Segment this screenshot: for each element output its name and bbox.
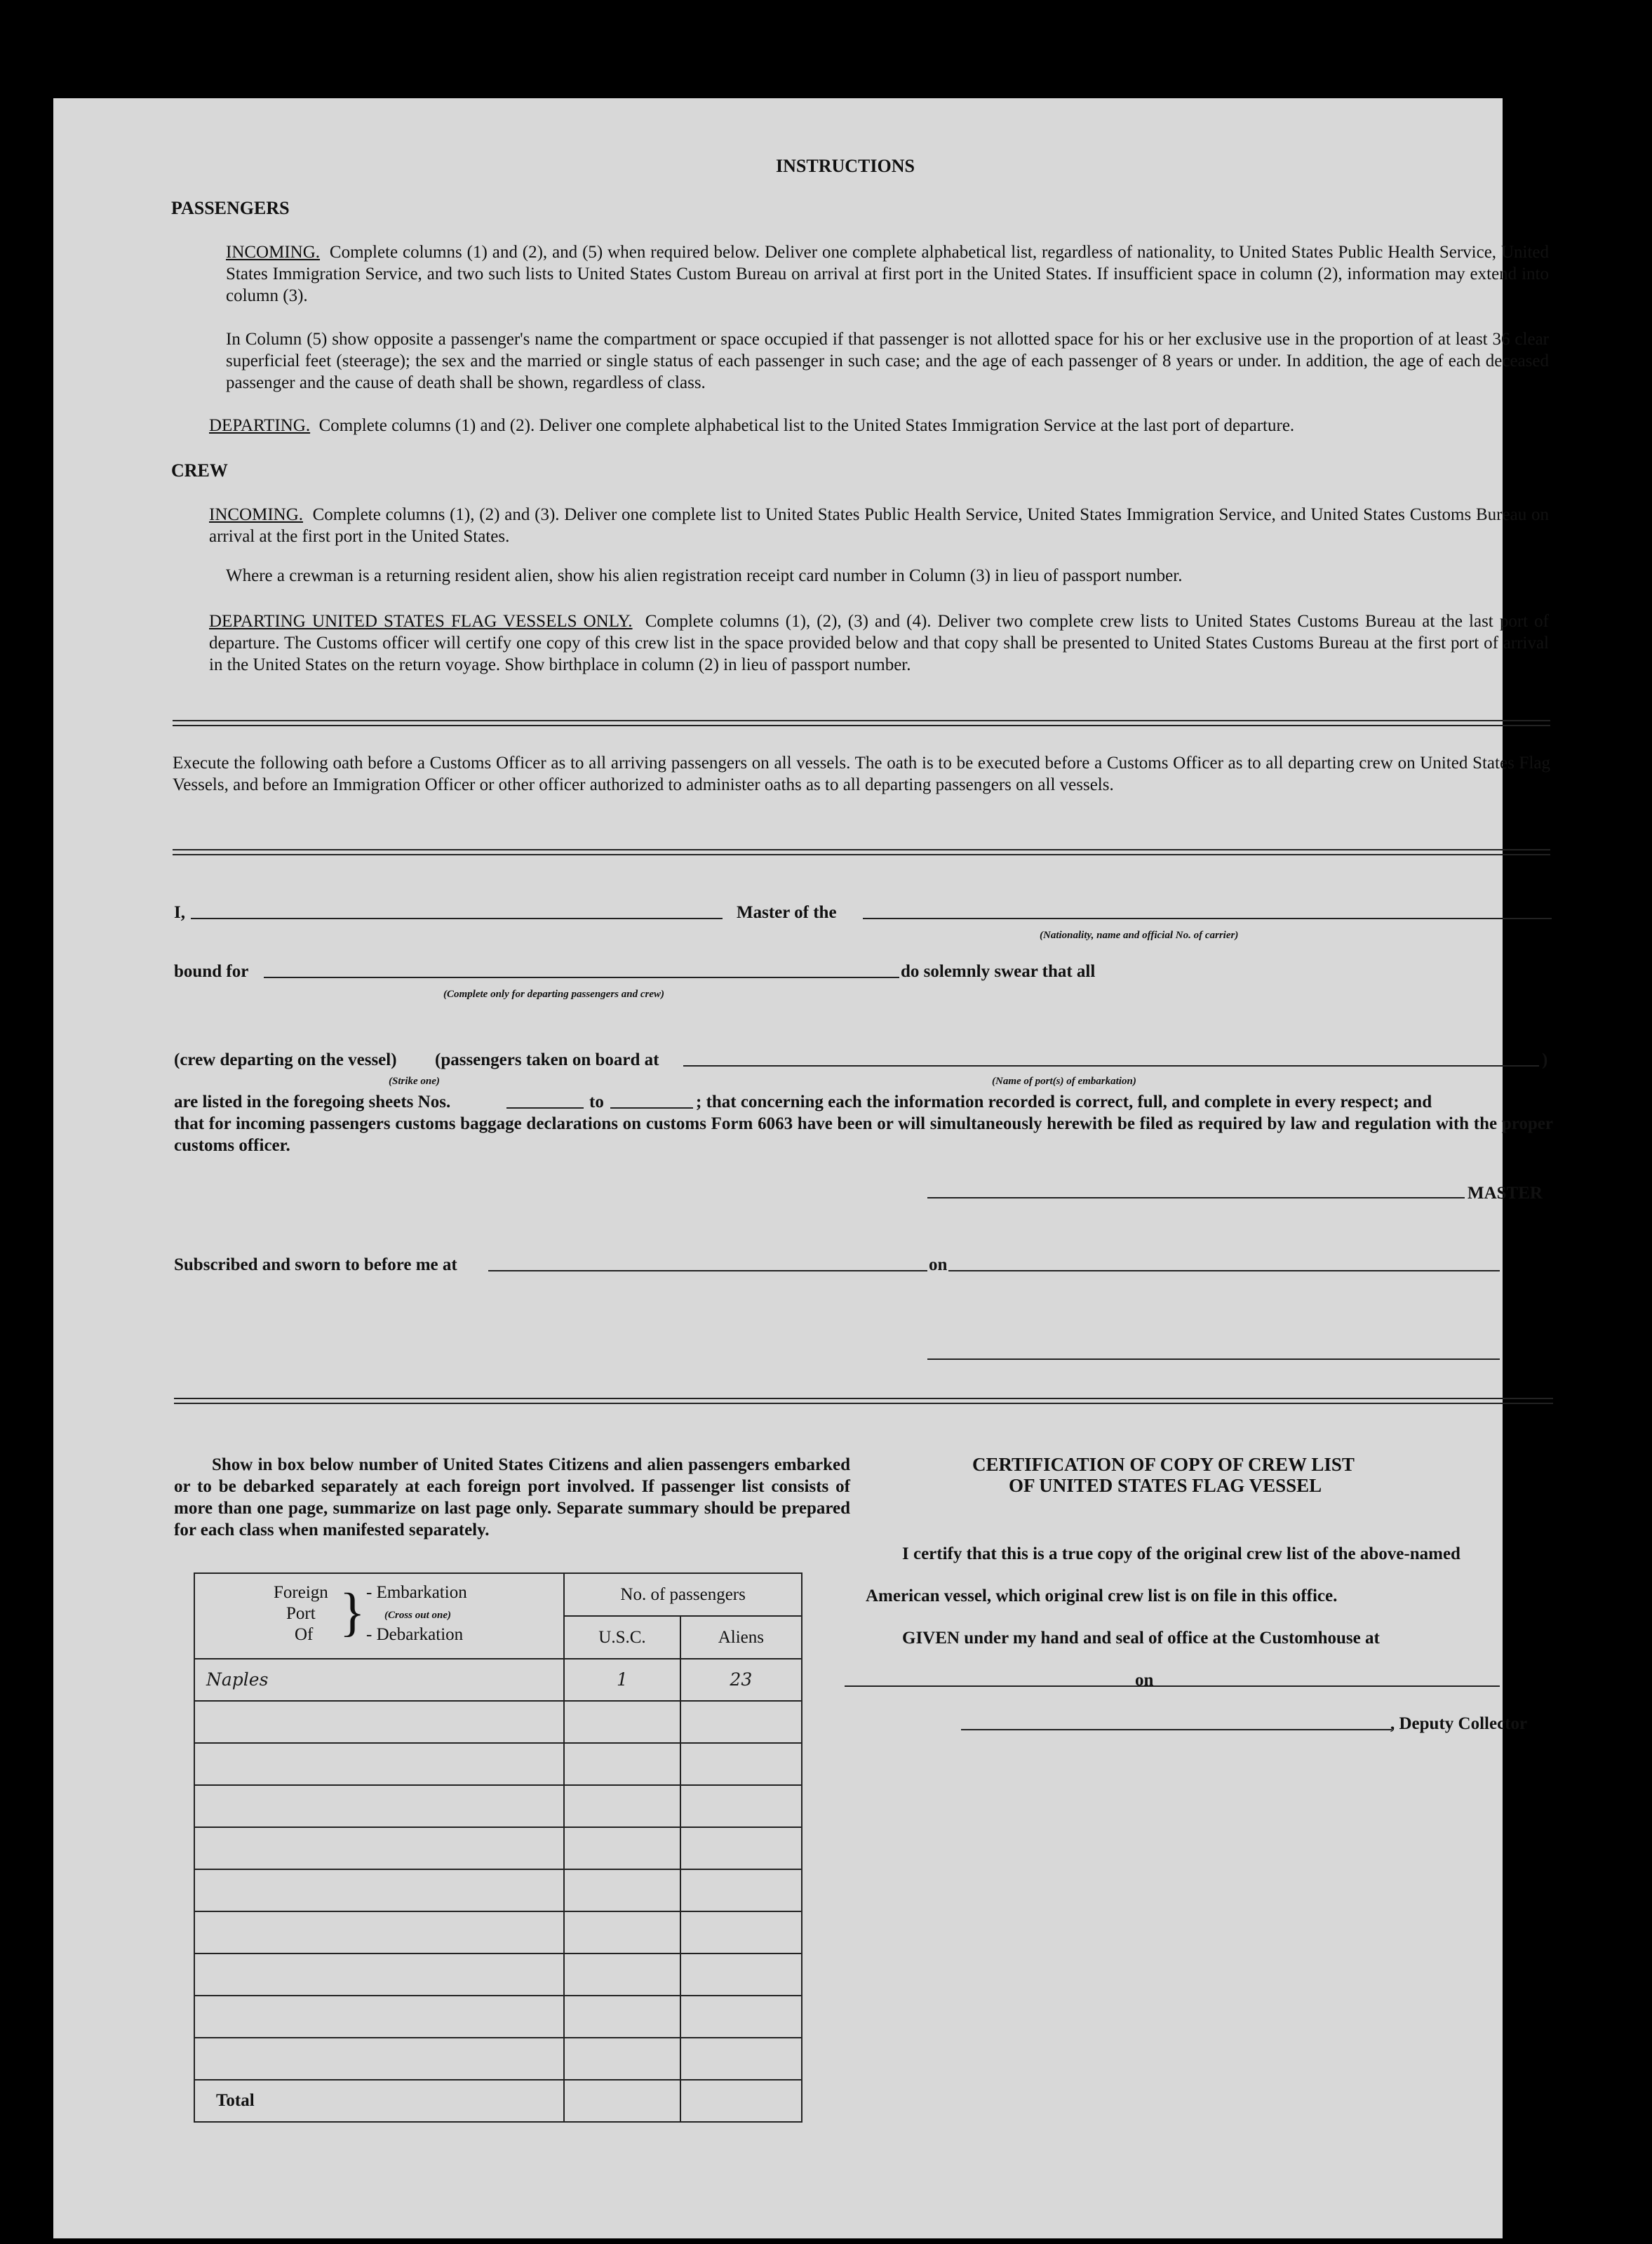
crew-departing-text: Complete columns (1), (2), (3) and (4). Deliver two complete crew lists to United States Customs Bureau at the last port of departure. The Customs officer will certify one copy of this crew list in the space provided below and that copy shall be presented to United States Customs Bureau at the first port of arrival in the United States on the return voyage. Show birthplace in column (2) in lieu of passport number. xyxy=(209,612,1549,674)
passengers-header-cell xyxy=(564,1573,802,1616)
crew-departing-label: DEPARTING UNITED STATES FLAG VESSELS ONLY. xyxy=(209,612,633,631)
certify-line-1: I certify that this is a true copy of the original crew list of the above-named xyxy=(902,1544,1460,1563)
aliens-total-cell[interactable] xyxy=(680,2080,802,2122)
certification-date-field[interactable] xyxy=(1153,1685,1500,1687)
deputy-collector-label: , Deputy Collector xyxy=(1390,1714,1528,1733)
certification-heading-2: OF UNITED STATES FLAG VESSEL xyxy=(1009,1475,1322,1496)
carrier-field[interactable] xyxy=(863,918,1552,919)
certification-heading-1: CERTIFICATION OF COPY OF CREW LIST xyxy=(972,1454,1355,1475)
lower-divider xyxy=(174,1398,1553,1404)
usc-header-cell xyxy=(564,1616,680,1659)
passengers-incoming-label: INCOMING. xyxy=(226,243,321,262)
total-label-cell xyxy=(194,2080,564,2122)
aliens-handwritten: 23 xyxy=(730,1669,753,1690)
passengers-incoming-text: Complete columns (1) and (2), and (5) when required below. Deliver one complete alphabetical list, regardless of nationality, to United States Public Health Service, United States Immigration Service, and two such lists to United States Custom Bureau on arrival at first port in the United States. If insufficient space in column (2), information may extend into column (3). xyxy=(226,243,1550,305)
table-row xyxy=(194,1743,802,1785)
master-label: MASTER xyxy=(1468,1184,1543,1203)
column5-paragraph: In Column (5) show opposite a passenger's name the compartment or space occupied if that passenger is not allotted space for his or her exclusive use in the proportion of at least 36 clear superficial feet (steerage); the sex and the married or single status of each passenger in such case; and the age of each passenger of 8 years or under. In addition, the age of each deceased passenger and the cause of death shall be shown, regardless of class. xyxy=(226,330,1549,392)
table-row xyxy=(194,1996,802,2038)
table-row xyxy=(194,1869,802,1911)
deputy-signature-field[interactable] xyxy=(961,1729,1392,1730)
port-cell[interactable] xyxy=(194,1785,564,1827)
brace-glyph: } xyxy=(340,1583,365,1642)
port-cell[interactable] xyxy=(194,1869,564,1911)
table-row xyxy=(194,1827,802,1869)
passengers-departing-text: Complete columns (1) and (2). Deliver one complete alphabetical list to the United States Immigration Service at the last port of departure. xyxy=(318,416,1295,435)
sheet-from-field[interactable] xyxy=(506,1107,584,1109)
port-cell[interactable] xyxy=(194,1954,564,1996)
port-cell[interactable] xyxy=(194,1827,564,1869)
usc-cell[interactable] xyxy=(564,1954,680,1996)
usc-handwritten: 1 xyxy=(617,1669,628,1690)
certify-line-2: American vessel, which original crew list is on file in this office. xyxy=(866,1587,1338,1605)
usc-cell[interactable] xyxy=(564,1911,680,1954)
officer-signature-field[interactable] xyxy=(927,1358,1500,1360)
crew-incoming-label: INCOMING. xyxy=(209,505,304,524)
crew-departing-option: (crew departing on the vessel) xyxy=(174,1050,397,1069)
oath-divider xyxy=(173,849,1550,855)
bound-for-field[interactable] xyxy=(264,977,899,978)
table-row xyxy=(194,1659,802,1701)
table-row xyxy=(194,1701,802,1743)
aliens-cell[interactable] xyxy=(680,2038,802,2080)
aliens-cell[interactable] xyxy=(680,1911,802,1954)
listed-rest: that for incoming passengers customs baggage declarations on customs Form 6063 have been or will simultaneously herewith be filed as required by law and regulation with the proper customs officer. xyxy=(174,1114,1553,1155)
ports-note: (Name of port(s) of embarkation) xyxy=(992,1076,1136,1087)
aliens-header-cell xyxy=(680,1616,802,1659)
strike-note: (Strike one) xyxy=(389,1076,440,1087)
total-label: Total xyxy=(216,2091,255,2110)
passengers-heading: PASSENGERS xyxy=(171,198,290,218)
usc-cell[interactable] xyxy=(564,1659,680,1701)
crew-heading: CREW xyxy=(171,460,228,481)
table-row xyxy=(194,1785,802,1827)
oath-intro: Execute the following oath before a Customs Officer as to all arriving passengers on all vessels. The oath is to be executed before a Customs Officer as to all departing crew on United States Flag Vessels, and before an Immigration Officer or other officer authorized to administer oaths as to all departing passengers on all vessels. xyxy=(173,754,1550,794)
port-cell[interactable] xyxy=(194,2038,564,2080)
total-row xyxy=(194,2080,802,2122)
passengers-departing-label: DEPARTING. xyxy=(209,416,311,435)
table-row xyxy=(194,2038,802,2080)
aliens-cell[interactable] xyxy=(680,1701,802,1743)
aliens-cell[interactable] xyxy=(680,1954,802,1996)
master-of-label: Master of the xyxy=(737,903,837,922)
aliens-cell[interactable] xyxy=(680,1743,802,1785)
embarkation-ports-field[interactable] xyxy=(683,1065,1539,1067)
listed-to: to xyxy=(589,1093,604,1111)
usc-cell[interactable] xyxy=(564,1827,680,1869)
aliens-cell[interactable] xyxy=(680,1785,802,1827)
crew-incoming-text: Complete columns (1), (2) and (3). Deliver one complete list to United States Public Health Service, United States Immigration Service, and United States Customs Bureau on arrival at the first port in the United States. xyxy=(209,505,1549,546)
summary-intro: Show in box below number of United States Citizens and alien passengers embarked or to be debarked separately at each foreign port involved. If passenger list consists of more than one page, summarize on last page only. Separate summary should be prepared for each class when manifested separately. xyxy=(174,1455,850,1540)
listed-a: are listed in the foregoing sheets Nos. xyxy=(174,1093,451,1111)
foreign-label: Foreign xyxy=(274,1583,328,1602)
master-signature-field[interactable] xyxy=(927,1197,1465,1198)
aliens-header-label: Aliens xyxy=(718,1627,764,1647)
given-text: GIVEN under my hand and seal of office at the Customhouse at xyxy=(902,1629,1380,1648)
passengers-incoming-paragraph xyxy=(226,241,1549,307)
passengers-header-label: No. of passengers xyxy=(620,1584,746,1604)
embarkation-label: - Embarkation xyxy=(366,1583,467,1602)
form-sheet xyxy=(53,98,1553,2238)
bound-for-label: bound for xyxy=(174,962,249,981)
close-paren: ) xyxy=(1542,1050,1548,1069)
usc-cell[interactable] xyxy=(564,2038,680,2080)
master-name-field[interactable] xyxy=(191,918,723,919)
page-title: INSTRUCTIONS xyxy=(776,156,915,176)
port-cell[interactable] xyxy=(194,1911,564,1954)
passengers-taken-option: (passengers taken on board at xyxy=(435,1050,659,1069)
usc-cell[interactable] xyxy=(564,1701,680,1743)
sworn-place-field[interactable] xyxy=(488,1270,927,1271)
listed-b: ; that concerning each the information recorded is correct, full, and complete in every respect; and xyxy=(696,1093,1432,1111)
usc-cell[interactable] xyxy=(564,1743,680,1785)
port-cell[interactable] xyxy=(194,1701,564,1743)
subscribed-label: Subscribed and sworn to before me at xyxy=(174,1255,457,1274)
usc-cell[interactable] xyxy=(564,1869,680,1911)
passenger-summary-table xyxy=(194,1572,803,2123)
aliens-cell[interactable] xyxy=(680,1827,802,1869)
aliens-cell[interactable] xyxy=(680,1869,802,1911)
port-header-cell xyxy=(194,1573,564,1659)
section-divider xyxy=(173,720,1550,726)
debarkation-label: - Debarkation xyxy=(366,1625,464,1644)
swear-text: do solemnly swear that all xyxy=(901,962,1096,981)
port-handwritten: Naples xyxy=(206,1669,269,1690)
crew-resident-text: Where a crewman is a returning resident alien, show his alien registration receipt card number in Column (3) in lieu of passport number. xyxy=(226,566,1183,585)
table-row xyxy=(194,1954,802,1996)
sheet-to-field[interactable] xyxy=(610,1107,693,1109)
i-label: I, xyxy=(174,903,185,922)
port-cell[interactable] xyxy=(194,1743,564,1785)
aliens-cell[interactable] xyxy=(680,1996,802,2038)
port-label: Port xyxy=(286,1604,316,1623)
aliens-cell[interactable] xyxy=(680,1659,802,1701)
of-label: Of xyxy=(295,1625,314,1644)
table-header-row xyxy=(194,1573,802,1616)
certification-on-label: on xyxy=(1135,1671,1154,1690)
passengers-departing-line xyxy=(209,415,1294,436)
usc-cell[interactable] xyxy=(564,1996,680,2038)
crew-incoming-paragraph xyxy=(209,504,1549,547)
usc-cell[interactable] xyxy=(564,1785,680,1827)
table-row xyxy=(194,1911,802,1954)
nationality-note: (Nationality, name and official No. of carrier) xyxy=(1040,930,1239,941)
usc-total-cell[interactable] xyxy=(564,2080,680,2122)
port-cell[interactable] xyxy=(194,1996,564,2038)
port-cell[interactable] xyxy=(194,1659,564,1701)
sworn-on-label: on xyxy=(929,1255,948,1274)
crew-departing-paragraph xyxy=(209,610,1549,676)
bound-note: (Complete only for departing passengers and crew) xyxy=(443,989,664,1000)
usc-header-label: U.S.C. xyxy=(598,1627,646,1647)
sworn-date-field[interactable] xyxy=(948,1270,1500,1271)
cross-out-note: (Cross out one) xyxy=(384,1610,452,1621)
